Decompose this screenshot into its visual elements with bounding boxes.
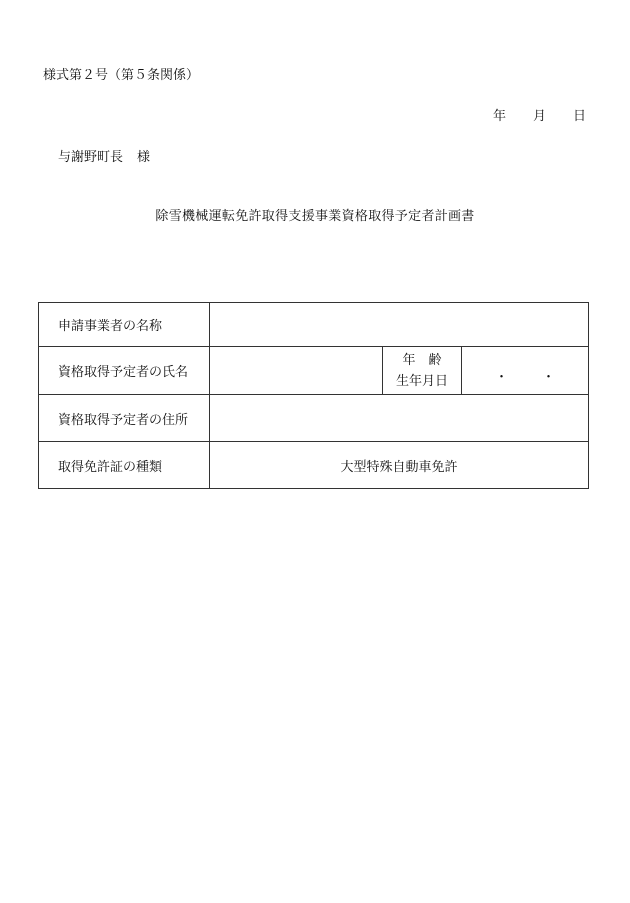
birthdate-label: 生年月日: [395, 373, 448, 389]
birthdate-value-cell[interactable]: [462, 347, 589, 395]
addressee-honorific: 様: [137, 150, 151, 165]
document-title: 除雪機械運転免許取得支援事業資格取得予定者計画書: [155, 209, 475, 224]
license-value: 大型特殊自動車免許: [210, 442, 589, 489]
addressee-name: 与謝野町長: [58, 150, 124, 165]
age-label: 年 齢: [402, 352, 442, 368]
plan-table: [38, 302, 589, 489]
applicant-label: 申請事業者の名称: [39, 303, 210, 347]
table-row-applicant: [39, 303, 589, 347]
license-label: 取得免許証の種類: [39, 442, 210, 489]
birthdate-separator: ・: [542, 370, 556, 385]
age-birthdate-label-cell: [383, 347, 462, 395]
form-number: 様式第２号（第５条関係）: [43, 68, 200, 83]
table-row-license: [39, 442, 589, 489]
date-year-label: 年: [492, 109, 506, 124]
date-month-label: 月: [532, 109, 546, 124]
date-line: [493, 105, 586, 124]
table-row-address: [39, 395, 589, 442]
address-value-cell[interactable]: [210, 395, 589, 442]
applicant-value-cell[interactable]: [210, 303, 589, 347]
address-label: 資格取得予定者の住所: [39, 395, 210, 442]
birthdate-separator: ・: [494, 370, 508, 385]
table-row-candidate: [39, 347, 589, 395]
candidate-name-label: 資格取得予定者の氏名: [39, 347, 210, 395]
addressee: [58, 146, 150, 165]
candidate-name-value-cell[interactable]: [210, 347, 383, 395]
date-day-label: 日: [572, 109, 586, 124]
